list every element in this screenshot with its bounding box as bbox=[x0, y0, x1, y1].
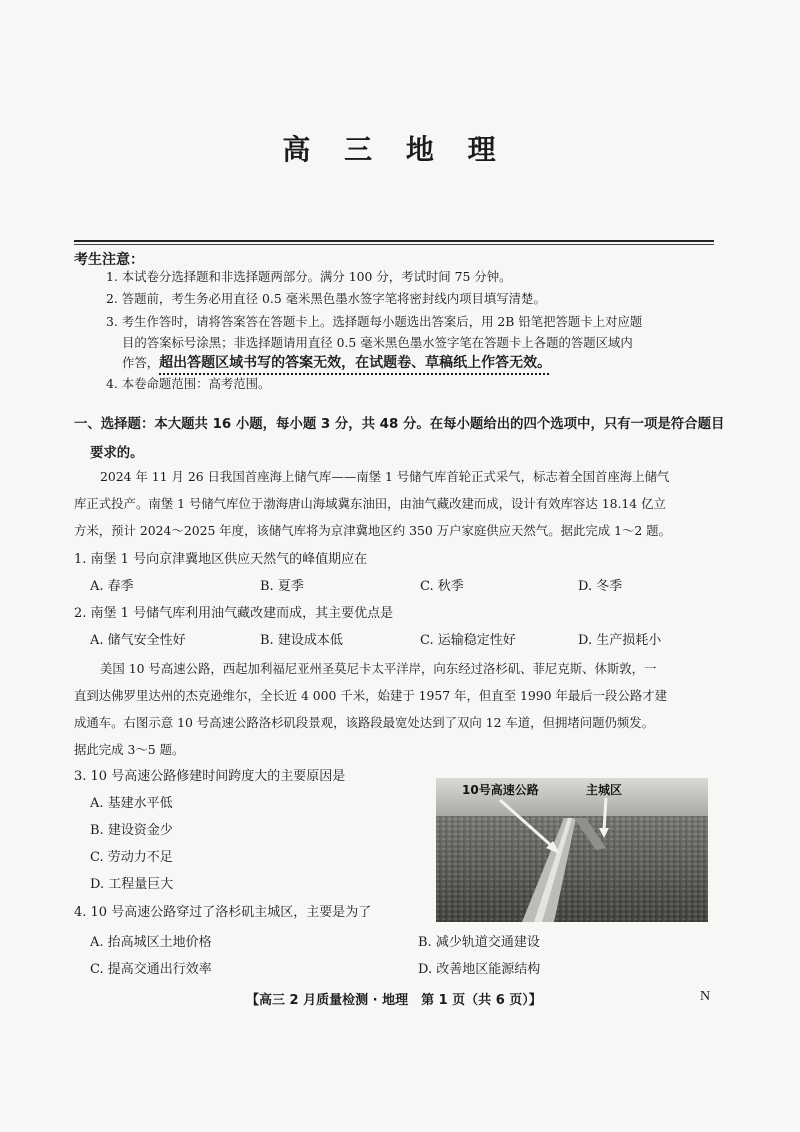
question-4-option-c: C. 提高交通出行效率 bbox=[90, 962, 212, 977]
notice-item-4: 4. 本卷命题范围：高考范围。 bbox=[106, 376, 271, 391]
question-2-option-b: B. 建设成本低 bbox=[260, 633, 343, 648]
question-3-option-b: B. 建设资金少 bbox=[90, 823, 173, 838]
notice-emphasis: 超出答题区域书写的答案无效，在试题卷、草稿纸上作答无效。 bbox=[159, 355, 552, 371]
section-heading: 一、选择题：本大题共 16 小题，每小题 3 分，共 48 分。在每小题给出的四个选项中，只有一项是符合题目 bbox=[74, 417, 725, 432]
page-footer: 【高三 2 月质量检测 · 地理 第 1 页（共 6 页）】 bbox=[246, 993, 542, 1008]
question-2-option-c: C. 运输稳定性好 bbox=[420, 633, 516, 648]
question-2-option-d: D. 生产损耗小 bbox=[578, 633, 662, 648]
question-3-option-d: D. 工程量巨大 bbox=[90, 877, 174, 892]
notice-item-3-end bbox=[122, 352, 551, 374]
question-3-option-c: C. 劳动力不足 bbox=[90, 850, 173, 865]
question-4-option-b: B. 减少轨道交通建设 bbox=[418, 935, 540, 950]
question-1-option-c: C. 秋季 bbox=[420, 579, 464, 594]
passage1-line: 方米，预计 2024～2025 年度，该储气库将为京津冀地区约 350 万户家庭供应天然气。据此完成 1～2 题。 bbox=[74, 523, 671, 538]
page-mark: N bbox=[700, 989, 711, 1004]
notice-item-3-cont: 目的答案标号涂黑；非选择题请用直径 0.5 毫米黑色墨水签字笔在答题卡上各题的答题区域内 bbox=[122, 335, 633, 350]
question-4-option-d: D. 改善地区能源结构 bbox=[418, 962, 541, 977]
photo-label-city: 主城区 bbox=[586, 783, 623, 797]
passage2-line: 据此完成 3～5 题。 bbox=[74, 742, 185, 757]
question-3-option-a: A. 基建水平低 bbox=[90, 796, 173, 811]
question-1-option-b: B. 夏季 bbox=[260, 579, 304, 594]
passage2-line: 成通车。右图示意 10 号高速公路洛杉矶段景观，该路段最宽处达到了双向 12 车道，但拥堵问题仍频发。 bbox=[74, 715, 655, 730]
question-1-option-a: A. 春季 bbox=[90, 579, 134, 594]
page-title: 高 三 地 理 bbox=[282, 133, 508, 166]
notice-item-3: 3. 考生作答时，请将答案答在答题卡上。选择题每小题选出答案后，用 2B 铅笔把答题卡上对应题 bbox=[106, 314, 643, 329]
divider bbox=[74, 240, 714, 242]
question-4-stem: 4. 10 号高速公路穿过了洛杉矶主城区，主要是为了 bbox=[74, 905, 372, 920]
notice-item-1: 1. 本试卷分选择题和非选择题两部分。满分 100 分，考试时间 75 分钟。 bbox=[106, 269, 512, 284]
passage2-line: 直到达佛罗里达州的杰克逊维尔，全长近 4 000 千米，始建于 1957 年，但直至 1990 年最后一段公路才建 bbox=[74, 688, 668, 703]
city-pointer-arrow bbox=[604, 798, 606, 830]
question-2-stem: 2. 南堡 1 号储气库利用油气藏改建而成，其主要优点是 bbox=[74, 606, 394, 621]
divider-thin bbox=[74, 244, 714, 245]
notice-heading: 考生注意： bbox=[74, 252, 144, 268]
passage2-line: 美国 10 号高速公路，西起加利福尼亚州圣莫尼卡太平洋岸，向东经过洛杉矶、菲尼克斯、休斯敦，一 bbox=[100, 661, 657, 676]
section-heading-cont: 要求的。 bbox=[90, 446, 144, 461]
question-1-option-d: D. 冬季 bbox=[578, 579, 623, 594]
notice-item-2: 2. 答题前，考生务必用直径 0.5 毫米黑色墨水签字笔将密封线内项目填写清楚。 bbox=[106, 291, 546, 306]
question-3-stem: 3. 10 号高速公路修建时间跨度大的主要原因是 bbox=[74, 769, 346, 784]
passage1-line: 库正式投产。南堡 1 号储气库位于渤海唐山海域冀东油田，由油气藏改建而成，设计有效库容达 18.14 亿立 bbox=[74, 496, 666, 511]
passage1-line: 2024 年 11 月 26 日我国首座海上储气库——南堡 1 号储气库首轮正式采气，标志着全国首座海上储气 bbox=[100, 469, 670, 484]
photo-label-highway: 10号高速公路 bbox=[462, 783, 539, 797]
highway-photo bbox=[436, 778, 708, 922]
question-4-option-a: A. 抬高城区土地价格 bbox=[90, 935, 212, 950]
question-1-stem: 1. 南堡 1 号向京津冀地区供应天然气的峰值期应在 bbox=[74, 552, 368, 567]
question-2-option-a: A. 储气安全性好 bbox=[90, 633, 186, 648]
notice-item-3-end-text: 作答， bbox=[122, 355, 160, 370]
